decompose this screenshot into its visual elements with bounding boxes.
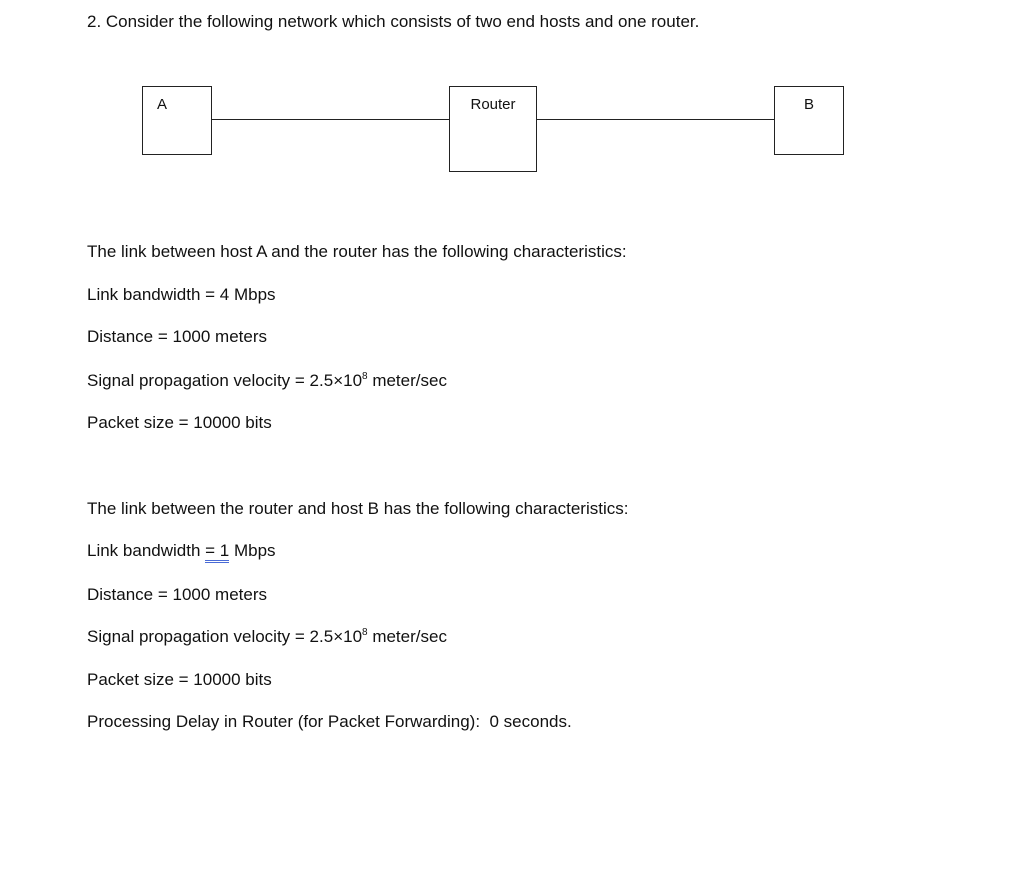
question-title: 2. Consider the following network which consists of two end hosts and one router.	[87, 12, 700, 31]
link2-bandwidth-value: = 1	[205, 541, 229, 563]
router-processing-delay: Processing Delay in Router (for Packet Forwarding): 0 seconds.	[87, 712, 572, 731]
link1-heading: The link between host A and the router has the following characteristics:	[87, 242, 627, 261]
link2-velocity-exponent: 8	[362, 627, 368, 638]
router-node	[449, 86, 537, 172]
router-label: Router	[470, 96, 516, 113]
link2-heading: The link between the router and host B has the following characteristics:	[87, 499, 629, 518]
link1-bandwidth: Link bandwidth = 4 Mbps	[87, 285, 276, 304]
link2-velocity-suffix: meter/sec	[367, 627, 447, 646]
link1-velocity	[87, 371, 447, 391]
link2-velocity	[87, 627, 447, 647]
link2-bandwidth-suffix: Mbps	[229, 541, 276, 560]
host-a-label: A	[157, 96, 168, 113]
link2-bandwidth	[87, 541, 276, 561]
host-b-label: B	[803, 96, 814, 113]
link2-packet-size: Packet size = 10000 bits	[87, 670, 272, 689]
link2-distance: Distance = 1000 meters	[87, 585, 268, 604]
link2-velocity-prefix: Signal propagation velocity = 2.5×10	[87, 627, 363, 646]
host-a-node	[142, 86, 212, 155]
link1-packet-size: Packet size = 10000 bits	[87, 413, 272, 432]
network-diagram	[0, 0, 1024, 200]
link1-velocity-exponent: 8	[362, 371, 368, 382]
link1-distance: Distance = 1000 meters	[87, 327, 268, 346]
link1-velocity-prefix: Signal propagation velocity = 2.5×10	[87, 371, 363, 390]
link-router-b	[537, 119, 774, 120]
link1-velocity-suffix: meter/sec	[367, 371, 447, 390]
host-b-node	[774, 86, 844, 155]
link2-bandwidth-prefix: Link bandwidth	[87, 541, 206, 560]
link-a-router	[212, 119, 449, 120]
